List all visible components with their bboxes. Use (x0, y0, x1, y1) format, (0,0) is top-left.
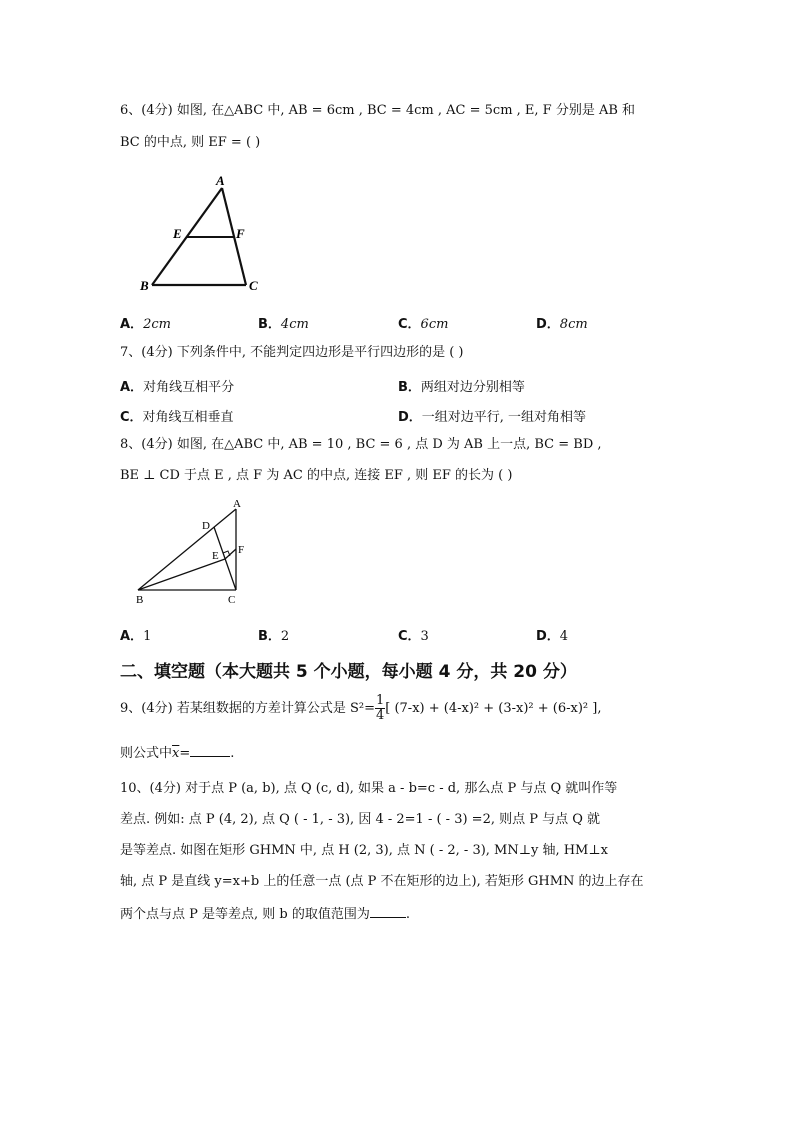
q10-stem-line1: 10、(4分) 对于点 P (a, b), 点 Q (c, d), 如果 a - b=c - d, 那么点 P 与点 Q 就叫作等 (120, 781, 618, 796)
q7-option-a[interactable]: A．对角线互相平分 (120, 380, 235, 395)
q6-stem-line2: BC 的中点, 则 EF = ( ) (120, 135, 261, 150)
q6-triangle-figure (130, 170, 270, 300)
q8-label-C: C (228, 594, 236, 606)
q8-option-c[interactable]: C．3 (398, 629, 429, 644)
q7-option-b[interactable]: B．两组对边分别相等 (398, 380, 525, 395)
q8-option-b[interactable]: B．2 (258, 629, 290, 644)
q6-option-c[interactable]: C．6cm (398, 317, 449, 332)
section-2-title: 二、填空题（本大题共 5 个小题，每小题 4 分，共 20 分） (120, 662, 577, 682)
q6-option-b[interactable]: B．4cm (258, 317, 309, 332)
q8-triangle-figure (130, 495, 260, 610)
q8-stem-line1: 8、(4分) 如图, 在△ABC 中, AB = 10 , BC = 6 , 点 D 为 AB 上一点, BC = BD , (120, 437, 602, 452)
q6-label-A: A (216, 173, 225, 188)
q6-label-E: E (173, 226, 182, 241)
q8-label-A: A (233, 498, 241, 510)
q9-answer-blank[interactable] (190, 744, 230, 757)
q8-label-B: B (136, 594, 144, 606)
q8-label-E: E (212, 550, 219, 562)
q6-option-a[interactable]: A．2cm (120, 317, 171, 332)
q7-option-d[interactable]: D．一组对边平行, 一组对角相等 (398, 410, 587, 425)
q7-option-c[interactable]: C．对角线互相垂直 (120, 410, 234, 425)
q9-stem-line1: 9、(4分) 若某组数据的方差计算公式是 S²= $\frac{1}{4}$ [ (7-x) + (4-x)² + (3-x)² + (6-x)² ], (120, 693, 602, 723)
q9-stem-line2: 则公式中$\overline{x}=$ . (120, 746, 235, 761)
q10-stem-line3: 是等差点. 如图在矩形 GHMN 中, 点 H (2, 3), 点 N ( - 2, - 3), MN⊥y 轴, HM⊥x (120, 843, 608, 858)
q10-answer-blank[interactable] (370, 905, 406, 918)
q6-label-C: C (249, 278, 258, 293)
q10-stem-line4: 轴, 点 P 是直线 y=x+b 上的任意一点 (点 P 不在矩形的边上), 若矩形 GHMN 的边上存在 (120, 874, 644, 889)
q6-stem-line1: 6、(4分) 如图, 在△ABC 中, AB = 6cm , BC = 4cm , AC = 5cm , E, F 分别是 AB 和 (120, 103, 636, 118)
q7-stem: 7、(4分) 下列条件中, 不能判定四边形是平行四边形的是 ( ) (120, 345, 464, 360)
q8-stem-line2: BE ⊥ CD 于点 E , 点 F 为 AC 的中点, 连接 EF , 则 EF 的长为 ( ) (120, 468, 513, 483)
q8-label-F: F (238, 544, 245, 556)
q8-option-a[interactable]: A．1 (120, 629, 152, 644)
q9-fraction: $\frac{1}{4}$ (375, 693, 385, 723)
q8-label-D: D (202, 520, 210, 532)
q6-label-F: F (236, 226, 245, 241)
q8-option-d[interactable]: D．4 (536, 629, 569, 644)
q6-option-d[interactable]: D．8cm (536, 317, 588, 332)
q6-label-B: B (140, 278, 149, 293)
q9-xbar: $\overline{x}$ (172, 746, 180, 761)
q10-stem-line2: 差点. 例如: 点 P (4, 2), 点 Q ( - 1, - 3), 因 4 - 2=1 - ( - 3) =2, 则点 P 与点 Q 就 (120, 812, 601, 827)
q10-stem-line5: 两个点与点 P 是等差点, 则 b 的取值范围为 . (120, 907, 411, 922)
